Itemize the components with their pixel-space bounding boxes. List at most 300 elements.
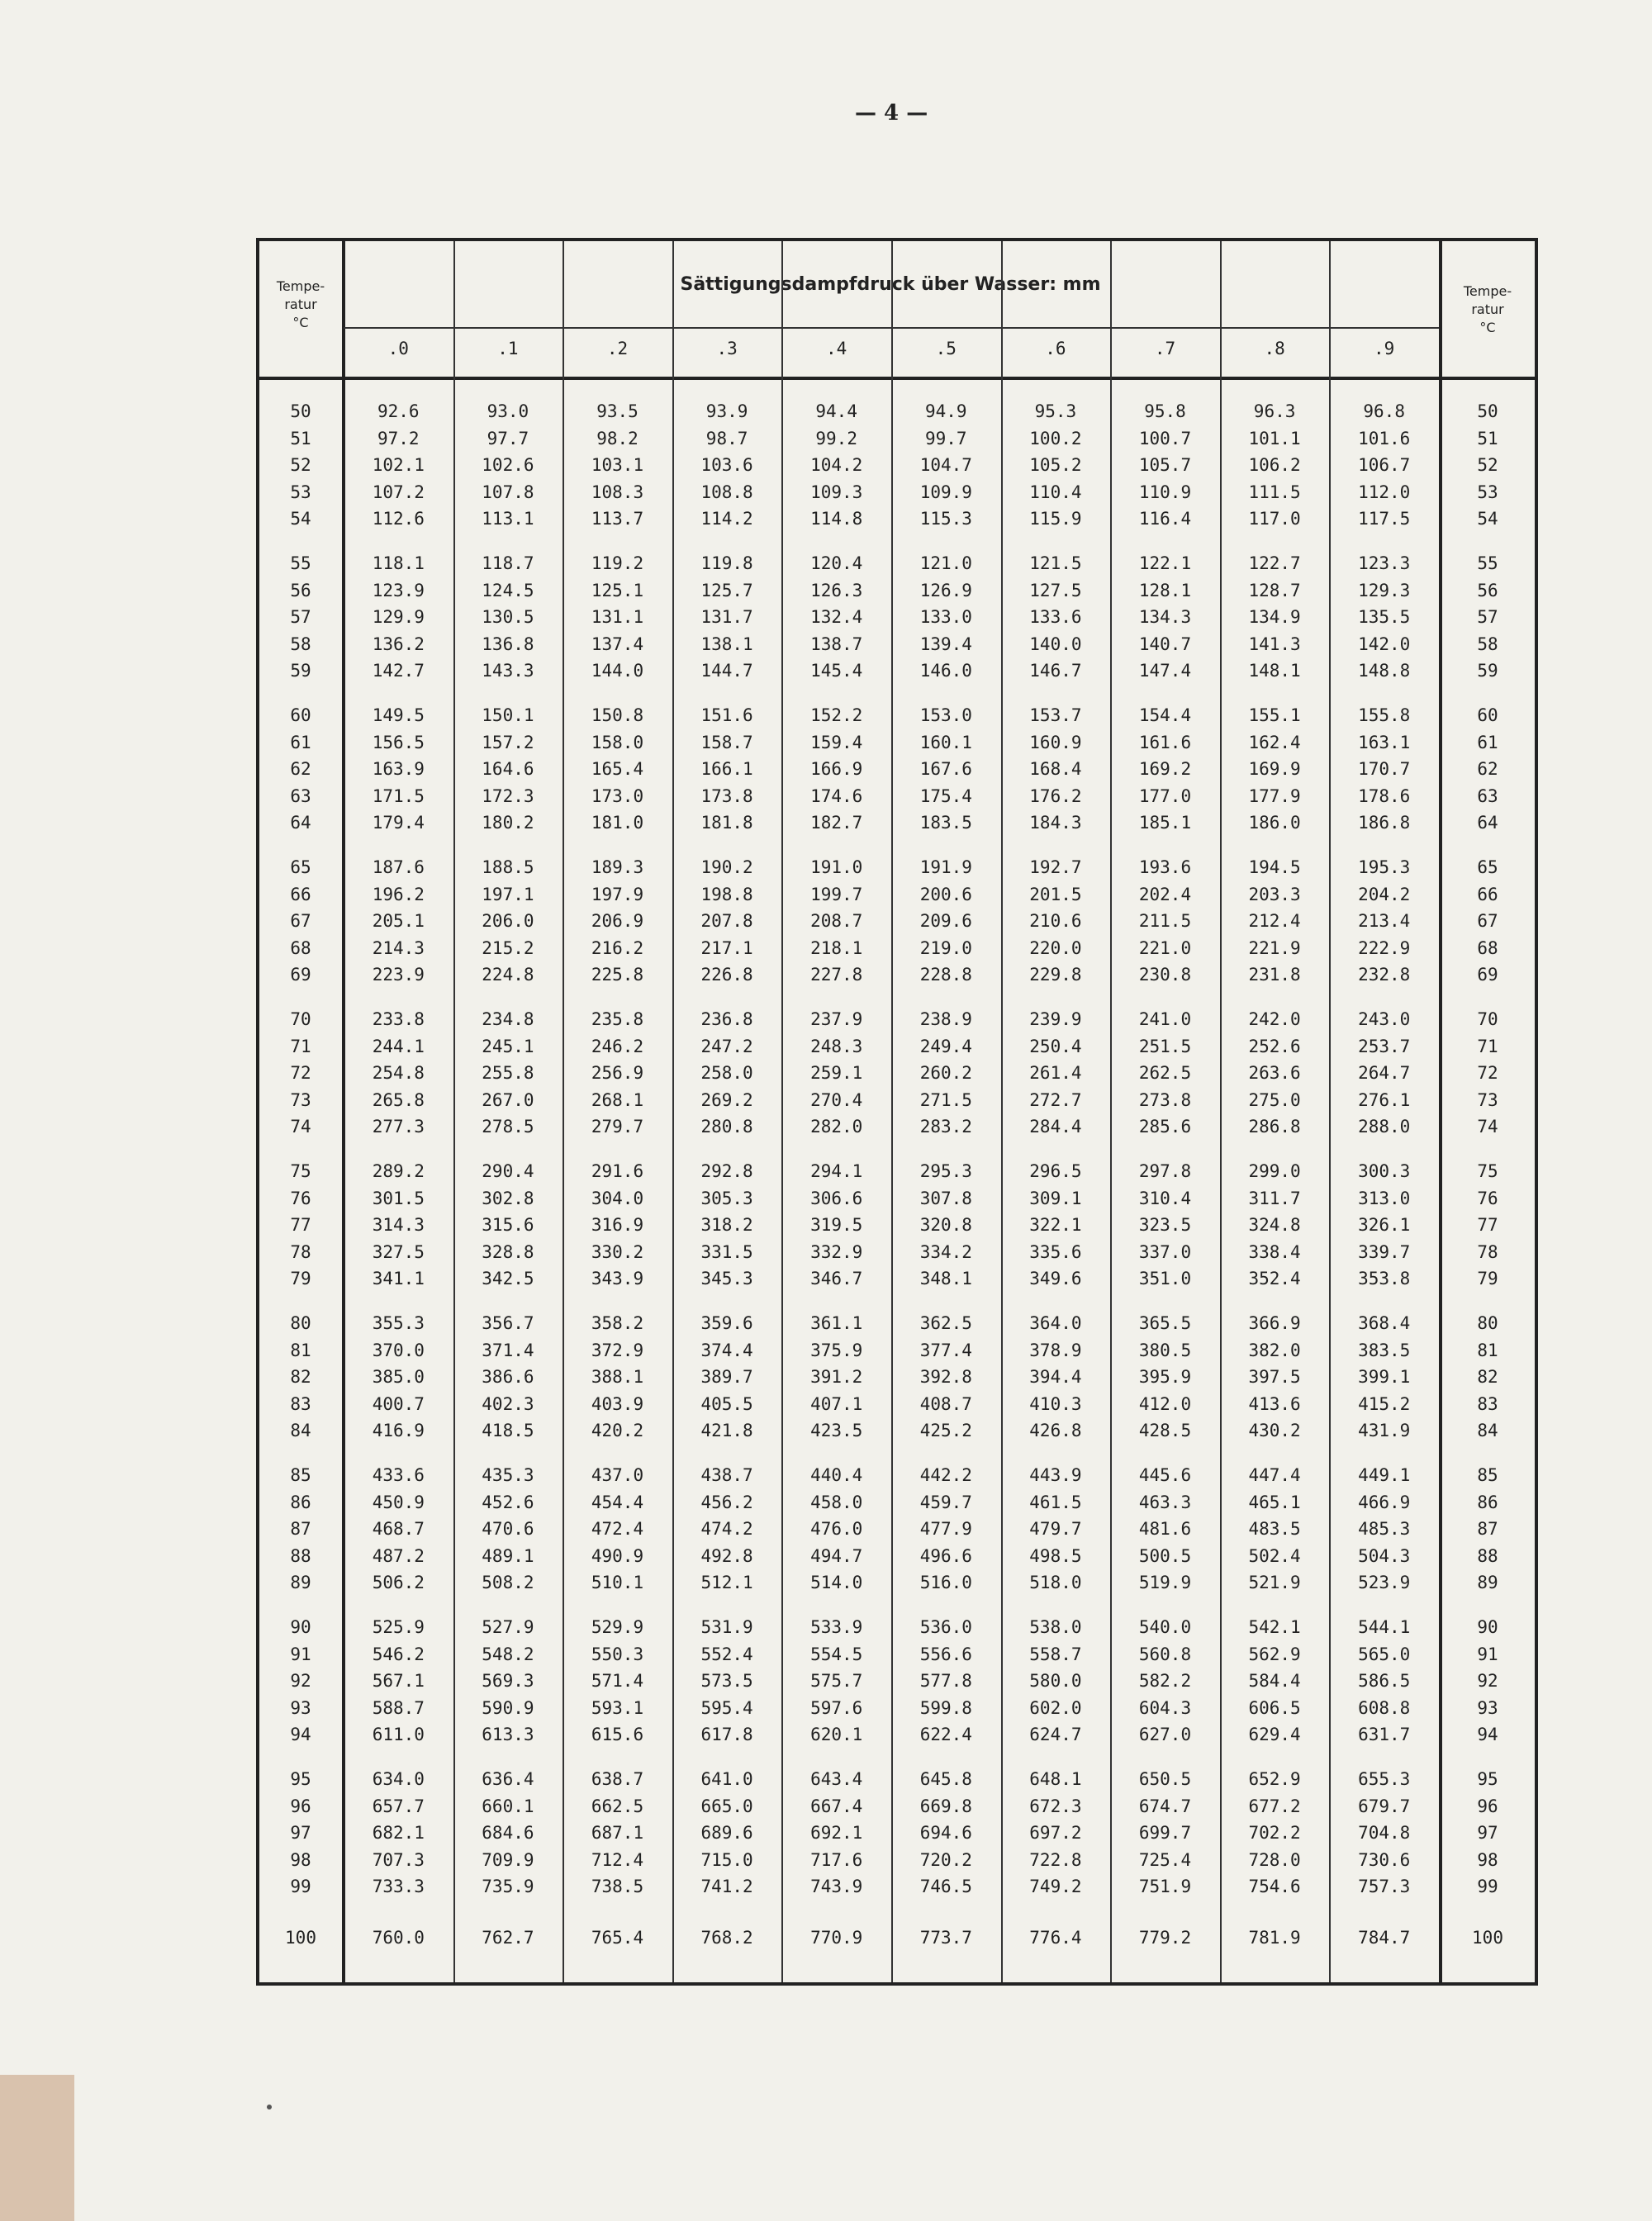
temperature-cell: 62 xyxy=(290,759,311,780)
pressure-cell: 712.4 xyxy=(591,1849,644,1870)
pressure-cell: 126.3 xyxy=(810,580,863,600)
temperature-cell-right: 76 xyxy=(1477,1188,1498,1208)
temperature-cell-right: 96 xyxy=(1477,1796,1498,1816)
pressure-cell: 102.6 xyxy=(482,455,534,476)
pressure-cell: 311.7 xyxy=(1248,1188,1301,1208)
temperature-cell: 100 xyxy=(285,1928,316,1948)
pressure-cell: 162.4 xyxy=(1248,732,1301,752)
temperature-cell: 91 xyxy=(290,1644,311,1664)
pressure-cell: 604.3 xyxy=(1138,1697,1192,1718)
pressure-cell: 692.1 xyxy=(810,1823,863,1844)
table-row xyxy=(259,1158,1535,1185)
pressure-cell: 332.9 xyxy=(810,1241,863,1262)
table-row xyxy=(259,1113,1535,1141)
pressure-cell: 142.7 xyxy=(372,661,425,681)
temperature-cell-right: 52 xyxy=(1477,455,1498,476)
pressure-cell: 593.1 xyxy=(591,1697,644,1718)
pressure-cell: 107.8 xyxy=(482,482,534,502)
pressure-cell: 309.1 xyxy=(1029,1188,1082,1208)
pressure-cell: 754.6 xyxy=(1248,1877,1301,1897)
right-header xyxy=(1441,282,1535,337)
pressure-cell: 383.5 xyxy=(1358,1340,1411,1360)
paper-edge xyxy=(0,2075,74,2221)
pressure-cell: 261.4 xyxy=(1029,1063,1082,1084)
pressure-cell: 105.7 xyxy=(1138,455,1192,476)
pressure-cell: 687.1 xyxy=(591,1823,644,1844)
pressure-cell: 180.2 xyxy=(482,813,534,833)
temperature-cell: 50 xyxy=(290,401,311,421)
temperature-cell-right: 67 xyxy=(1477,911,1498,932)
column-header: .5 xyxy=(935,339,957,358)
table-row xyxy=(259,550,1535,577)
table-row xyxy=(259,1614,1535,1641)
pressure-cell: 327.5 xyxy=(372,1241,425,1262)
temperature-cell: 96 xyxy=(290,1796,311,1816)
pressure-cell: 506.2 xyxy=(372,1573,425,1593)
pressure-cell: 426.8 xyxy=(1029,1421,1082,1441)
pressure-cell: 155.8 xyxy=(1358,705,1411,725)
pressure-cell: 282.0 xyxy=(810,1117,863,1137)
pressure-cell: 269.2 xyxy=(700,1089,753,1110)
pressure-cell: 442.2 xyxy=(919,1465,972,1485)
pressure-cell: 174.6 xyxy=(810,785,863,806)
temperature-cell: 98 xyxy=(290,1849,311,1870)
pressure-cell: 143.3 xyxy=(482,661,534,681)
pressure-cell: 207.8 xyxy=(700,911,753,932)
pressure-cell: 679.7 xyxy=(1358,1796,1411,1816)
pressure-cell: 153.0 xyxy=(919,705,972,725)
left-header-line-3: °C xyxy=(292,315,309,330)
pressure-cell: 483.5 xyxy=(1248,1519,1301,1540)
pressure-cell: 339.7 xyxy=(1358,1241,1411,1262)
pressure-cell: 166.9 xyxy=(810,759,863,780)
pressure-cell: 335.6 xyxy=(1029,1241,1082,1262)
pressure-cell: 121.0 xyxy=(919,553,972,573)
pressure-cell: 107.2 xyxy=(372,482,425,502)
pressure-cell: 97.2 xyxy=(377,428,420,448)
pressure-cell: 588.7 xyxy=(372,1697,425,1718)
pressure-cell: 569.3 xyxy=(482,1671,534,1692)
temperature-cell-right: 99 xyxy=(1477,1877,1498,1897)
pressure-cell: 278.5 xyxy=(482,1117,534,1137)
temperature-cell: 88 xyxy=(290,1545,311,1566)
pressure-cell: 297.8 xyxy=(1138,1161,1192,1181)
pressure-cell: 127.5 xyxy=(1029,580,1082,600)
pressure-cell: 702.2 xyxy=(1248,1823,1301,1844)
pressure-cell: 498.5 xyxy=(1029,1545,1082,1566)
pressure-cell: 346.7 xyxy=(810,1269,863,1289)
pressure-cell: 211.5 xyxy=(1138,911,1192,932)
pressure-cell: 108.8 xyxy=(700,482,753,502)
pressure-cell: 331.5 xyxy=(700,1241,753,1262)
pressure-cell: 277.3 xyxy=(372,1117,425,1137)
pressure-cell: 445.6 xyxy=(1138,1465,1192,1485)
pressure-cell: 765.4 xyxy=(591,1928,644,1948)
pressure-cell: 93.9 xyxy=(705,401,748,421)
right-header-line-3: °C xyxy=(1479,320,1496,335)
pressure-cell: 295.3 xyxy=(919,1161,972,1181)
pressure-cell: 279.7 xyxy=(591,1117,644,1137)
pressure-cell: 624.7 xyxy=(1029,1725,1082,1745)
pressure-cell: 643.4 xyxy=(810,1769,863,1789)
pressure-cell: 500.5 xyxy=(1138,1545,1192,1566)
pressure-cell: 191.0 xyxy=(810,857,863,877)
temperature-cell: 65 xyxy=(290,857,311,877)
temperature-cell: 79 xyxy=(290,1269,311,1289)
pressure-cell: 203.3 xyxy=(1248,884,1301,904)
pressure-cell: 113.1 xyxy=(482,509,534,529)
pressure-cell: 760.0 xyxy=(372,1928,425,1948)
pressure-cell: 300.3 xyxy=(1358,1161,1411,1181)
temperature-cell-right: 60 xyxy=(1477,705,1498,725)
pressure-cell: 617.8 xyxy=(700,1725,753,1745)
table-row xyxy=(259,1185,1535,1213)
temperature-cell: 90 xyxy=(290,1617,311,1637)
pressure-cell: 391.2 xyxy=(810,1367,863,1388)
pressure-cell: 259.1 xyxy=(810,1063,863,1084)
temperature-cell: 53 xyxy=(290,482,311,502)
pressure-cell: 202.4 xyxy=(1138,884,1192,904)
temperature-cell: 77 xyxy=(290,1215,311,1236)
pressure-cell: 304.0 xyxy=(591,1188,644,1208)
temperature-cell-right: 56 xyxy=(1477,580,1498,600)
pressure-cell: 196.2 xyxy=(372,884,425,904)
table-row xyxy=(259,809,1535,837)
pressure-cell: 204.2 xyxy=(1358,884,1411,904)
table-row xyxy=(259,1766,1535,1793)
pressure-cell: 508.2 xyxy=(482,1573,534,1593)
temperature-cell-right: 91 xyxy=(1477,1644,1498,1664)
temperature-cell: 71 xyxy=(290,1036,311,1056)
pressure-cell: 183.5 xyxy=(919,813,972,833)
table-row xyxy=(259,604,1535,631)
pressure-cell: 443.9 xyxy=(1029,1465,1082,1485)
pressure-cell: 133.6 xyxy=(1029,607,1082,628)
pressure-cell: 567.1 xyxy=(372,1671,425,1692)
table-row xyxy=(259,729,1535,757)
pressure-cell: 116.4 xyxy=(1138,509,1192,529)
pressure-cell: 407.1 xyxy=(810,1393,863,1414)
pressure-cell: 296.5 xyxy=(1029,1161,1082,1181)
pressure-cell: 129.9 xyxy=(372,607,425,628)
pressure-cell: 458.0 xyxy=(810,1492,863,1512)
pressure-cell: 148.8 xyxy=(1358,661,1411,681)
pressure-cell: 243.0 xyxy=(1358,1009,1411,1029)
pressure-cell: 418.5 xyxy=(482,1421,534,1441)
pressure-cell: 571.4 xyxy=(591,1671,644,1692)
pressure-cell: 104.2 xyxy=(810,455,863,476)
pressure-cell: 490.9 xyxy=(591,1545,644,1566)
pressure-cell: 402.3 xyxy=(482,1393,534,1414)
temperature-cell-right: 55 xyxy=(1477,553,1498,573)
pressure-cell: 465.1 xyxy=(1248,1492,1301,1512)
pressure-cell: 254.8 xyxy=(372,1063,425,1084)
temperature-cell-right: 80 xyxy=(1477,1313,1498,1333)
temperature-cell-right: 93 xyxy=(1477,1697,1498,1718)
pressure-cell: 253.7 xyxy=(1358,1036,1411,1056)
pressure-cell: 645.8 xyxy=(919,1769,972,1789)
pressure-cell: 412.0 xyxy=(1138,1393,1192,1414)
table-title: Sättigungsdampfdruck über Wasser: mm xyxy=(680,274,1101,295)
temperature-cell-right: 94 xyxy=(1477,1725,1498,1745)
table-row xyxy=(259,1239,1535,1266)
pressure-cell: 168.4 xyxy=(1029,759,1082,780)
pressure-cell: 420.2 xyxy=(591,1421,644,1441)
pressure-cell: 272.7 xyxy=(1029,1089,1082,1110)
pressure-cell: 781.9 xyxy=(1248,1928,1301,1948)
pressure-cell: 276.1 xyxy=(1358,1089,1411,1110)
pressure-cell: 586.5 xyxy=(1358,1671,1411,1692)
pressure-cell: 682.1 xyxy=(372,1823,425,1844)
pressure-cell: 233.8 xyxy=(372,1009,425,1029)
pressure-cell: 544.1 xyxy=(1358,1617,1411,1637)
pressure-cell: 599.8 xyxy=(919,1697,972,1718)
pressure-cell: 776.4 xyxy=(1029,1928,1082,1948)
pressure-cell: 208.7 xyxy=(810,911,863,932)
pressure-cell: 197.1 xyxy=(482,884,534,904)
pressure-cell: 494.7 xyxy=(810,1545,863,1566)
temperature-cell-right: 75 xyxy=(1477,1161,1498,1181)
pressure-cell: 194.5 xyxy=(1248,857,1301,877)
pressure-cell: 159.4 xyxy=(810,732,863,752)
pressure-cell: 550.3 xyxy=(591,1644,644,1664)
pressure-cell: 161.6 xyxy=(1138,732,1192,752)
temperature-cell-right: 51 xyxy=(1477,428,1498,448)
pressure-cell: 151.6 xyxy=(700,705,753,725)
pressure-cell: 573.5 xyxy=(700,1671,753,1692)
pressure-cell: 757.3 xyxy=(1358,1877,1411,1897)
pressure-cell: 314.3 xyxy=(372,1215,425,1236)
pressure-cell: 125.7 xyxy=(700,580,753,600)
temperature-cell-right: 57 xyxy=(1477,607,1498,628)
pressure-cell: 280.8 xyxy=(700,1117,753,1137)
pressure-cell: 171.5 xyxy=(372,785,425,806)
pressure-cell: 139.4 xyxy=(919,634,972,654)
pressure-cell: 220.0 xyxy=(1029,937,1082,958)
pressure-cell: 699.7 xyxy=(1138,1823,1192,1844)
pressure-cell: 119.8 xyxy=(700,553,753,573)
pressure-cell: 148.1 xyxy=(1248,661,1301,681)
pressure-cell: 112.0 xyxy=(1358,482,1411,502)
pressure-cell: 115.9 xyxy=(1029,509,1082,529)
pressure-cell: 481.6 xyxy=(1138,1519,1192,1540)
pressure-cell: 519.9 xyxy=(1138,1573,1192,1593)
pressure-cell: 523.9 xyxy=(1358,1573,1411,1593)
temperature-cell: 94 xyxy=(290,1725,311,1745)
table-row xyxy=(259,577,1535,605)
temperature-cell: 93 xyxy=(290,1697,311,1718)
pressure-cell: 359.6 xyxy=(700,1313,753,1333)
pressure-cell: 565.0 xyxy=(1358,1644,1411,1664)
pressure-cell: 338.4 xyxy=(1248,1241,1301,1262)
pressure-cell: 101.6 xyxy=(1358,428,1411,448)
temperature-cell-right: 72 xyxy=(1477,1063,1498,1084)
pressure-cell: 153.7 xyxy=(1029,705,1082,725)
temperature-cell: 61 xyxy=(290,732,311,752)
table-row xyxy=(259,1337,1535,1364)
temperature-cell: 55 xyxy=(290,553,311,573)
temperature-cell-right: 95 xyxy=(1477,1769,1498,1789)
temperature-cell-right: 89 xyxy=(1477,1573,1498,1593)
table-row xyxy=(259,756,1535,783)
table-row xyxy=(259,1820,1535,1847)
pressure-cell: 657.7 xyxy=(372,1796,425,1816)
pressure-cell: 288.0 xyxy=(1358,1117,1411,1137)
pressure-cell: 435.3 xyxy=(482,1465,534,1485)
temperature-cell-right: 65 xyxy=(1477,857,1498,877)
pressure-cell: 247.2 xyxy=(700,1036,753,1056)
pressure-cell: 129.3 xyxy=(1358,580,1411,600)
pressure-cell: 652.9 xyxy=(1248,1769,1301,1789)
pressure-cell: 662.5 xyxy=(591,1796,644,1816)
pressure-cell: 213.4 xyxy=(1358,911,1411,932)
pressure-cell: 548.2 xyxy=(482,1644,534,1664)
pressure-cell: 160.1 xyxy=(919,732,972,752)
pressure-cell: 212.4 xyxy=(1248,911,1301,932)
pressure-cell: 717.6 xyxy=(810,1849,863,1870)
pressure-cell: 320.8 xyxy=(919,1215,972,1236)
temperature-cell: 80 xyxy=(290,1313,311,1333)
temperature-cell: 87 xyxy=(290,1519,311,1540)
pressure-cell: 558.7 xyxy=(1029,1644,1082,1664)
temperature-cell-right: 92 xyxy=(1477,1671,1498,1692)
pressure-cell: 627.0 xyxy=(1138,1725,1192,1745)
pressure-cell: 160.9 xyxy=(1029,732,1082,752)
pressure-cell: 770.9 xyxy=(810,1928,863,1948)
temperature-cell-right: 90 xyxy=(1477,1617,1498,1637)
temperature-cell-right: 53 xyxy=(1477,482,1498,502)
pressure-cell: 113.7 xyxy=(591,509,644,529)
pressure-cell: 669.8 xyxy=(919,1796,972,1816)
pressure-cell: 536.0 xyxy=(919,1617,972,1637)
table-row xyxy=(259,1006,1535,1033)
pressure-cell: 365.5 xyxy=(1138,1313,1192,1333)
pressure-cell: 292.8 xyxy=(700,1161,753,1181)
pressure-cell: 100.7 xyxy=(1138,428,1192,448)
pressure-cell: 324.8 xyxy=(1248,1215,1301,1236)
pressure-cell: 238.9 xyxy=(919,1009,972,1029)
pressure-cell: 96.3 xyxy=(1253,401,1296,421)
pressure-cell: 433.6 xyxy=(372,1465,425,1485)
pressure-cell: 362.5 xyxy=(919,1313,972,1333)
table-row xyxy=(259,1417,1535,1445)
pressure-cell: 301.5 xyxy=(372,1188,425,1208)
temperature-cell: 78 xyxy=(290,1241,311,1262)
pressure-cell: 366.9 xyxy=(1248,1313,1301,1333)
pressure-cell: 358.2 xyxy=(591,1313,644,1333)
right-header-line-1: Tempe- xyxy=(1463,283,1512,299)
pressure-cell: 289.2 xyxy=(372,1161,425,1181)
table-row xyxy=(259,1516,1535,1543)
pressure-cell: 514.0 xyxy=(810,1573,863,1593)
pressure-cell: 768.2 xyxy=(700,1928,753,1948)
temperature-cell: 76 xyxy=(290,1188,311,1208)
temperature-cell: 86 xyxy=(290,1492,311,1512)
pressure-cell: 260.2 xyxy=(919,1063,972,1084)
pressure-cell: 99.7 xyxy=(925,428,967,448)
pressure-cell: 193.6 xyxy=(1138,857,1192,877)
pressure-cell: 227.8 xyxy=(810,965,863,985)
pressure-cell: 316.9 xyxy=(591,1215,644,1236)
pressure-cell: 120.4 xyxy=(810,553,863,573)
column-header: .6 xyxy=(1045,339,1066,358)
pressure-cell: 485.3 xyxy=(1358,1519,1411,1540)
temperature-cell: 67 xyxy=(290,911,311,932)
table-row xyxy=(259,1265,1535,1293)
pressure-cell: 255.8 xyxy=(482,1063,534,1084)
table-row xyxy=(259,908,1535,935)
pressure-cell: 302.8 xyxy=(482,1188,534,1208)
pressure-cell: 440.4 xyxy=(810,1465,863,1485)
pressure-cell: 241.0 xyxy=(1138,1009,1192,1029)
pressure-cell: 275.0 xyxy=(1248,1089,1301,1110)
pressure-cell: 125.1 xyxy=(591,580,644,600)
pressure-cell: 219.0 xyxy=(919,937,972,958)
pressure-cell: 178.6 xyxy=(1358,785,1411,806)
temperature-cell: 52 xyxy=(290,455,311,476)
pressure-cell: 468.7 xyxy=(372,1519,425,1540)
table-row xyxy=(259,1668,1535,1695)
table-row xyxy=(259,961,1535,989)
pressure-cell: 322.1 xyxy=(1029,1215,1082,1236)
pressure-cell: 146.0 xyxy=(919,661,972,681)
pressure-cell: 187.6 xyxy=(372,857,425,877)
pressure-cell: 173.0 xyxy=(591,785,644,806)
temperature-cell: 70 xyxy=(290,1009,311,1029)
pressure-cell: 195.3 xyxy=(1358,857,1411,877)
pressure-cell: 98.7 xyxy=(705,428,748,448)
column-header: .8 xyxy=(1264,339,1285,358)
pressure-cell: 117.5 xyxy=(1358,509,1411,529)
pressure-cell: 132.4 xyxy=(810,607,863,628)
column-header: .4 xyxy=(826,339,847,358)
pressure-cell: 361.1 xyxy=(810,1313,863,1333)
pressure-cell: 273.8 xyxy=(1138,1089,1192,1110)
pressure-cell: 236.8 xyxy=(700,1009,753,1029)
pressure-cell: 516.0 xyxy=(919,1573,972,1593)
pressure-cell: 425.2 xyxy=(919,1421,972,1441)
pressure-cell: 521.9 xyxy=(1248,1573,1301,1593)
temperature-cell-right: 54 xyxy=(1477,509,1498,529)
temperature-cell: 82 xyxy=(290,1367,311,1388)
ink-spot xyxy=(267,2105,272,2109)
pressure-cell: 496.6 xyxy=(919,1545,972,1566)
pressure-cell: 307.8 xyxy=(919,1188,972,1208)
pressure-cell: 595.4 xyxy=(700,1697,753,1718)
pressure-cell: 330.2 xyxy=(591,1241,644,1262)
pressure-cell: 405.5 xyxy=(700,1393,753,1414)
pressure-cell: 214.3 xyxy=(372,937,425,958)
pressure-cell: 315.6 xyxy=(482,1215,534,1236)
pressure-cell: 370.0 xyxy=(372,1340,425,1360)
table-row xyxy=(259,1543,1535,1570)
pressure-cell: 256.9 xyxy=(591,1063,644,1084)
pressure-cell: 613.3 xyxy=(482,1725,534,1745)
pressure-cell: 95.8 xyxy=(1144,401,1186,421)
pressure-cell: 176.2 xyxy=(1029,785,1082,806)
pressure-cell: 103.6 xyxy=(700,455,753,476)
pressure-cell: 606.5 xyxy=(1248,1697,1301,1718)
pressure-cell: 222.9 xyxy=(1358,937,1411,958)
pressure-cell: 200.6 xyxy=(919,884,972,904)
pressure-cell: 122.1 xyxy=(1138,553,1192,573)
pressure-cell: 184.3 xyxy=(1029,813,1082,833)
pressure-cell: 189.3 xyxy=(591,857,644,877)
pressure-cell: 353.8 xyxy=(1358,1269,1411,1289)
pressure-cell: 323.5 xyxy=(1138,1215,1192,1236)
pressure-cell: 430.2 xyxy=(1248,1421,1301,1441)
pressure-cell: 318.2 xyxy=(700,1215,753,1236)
